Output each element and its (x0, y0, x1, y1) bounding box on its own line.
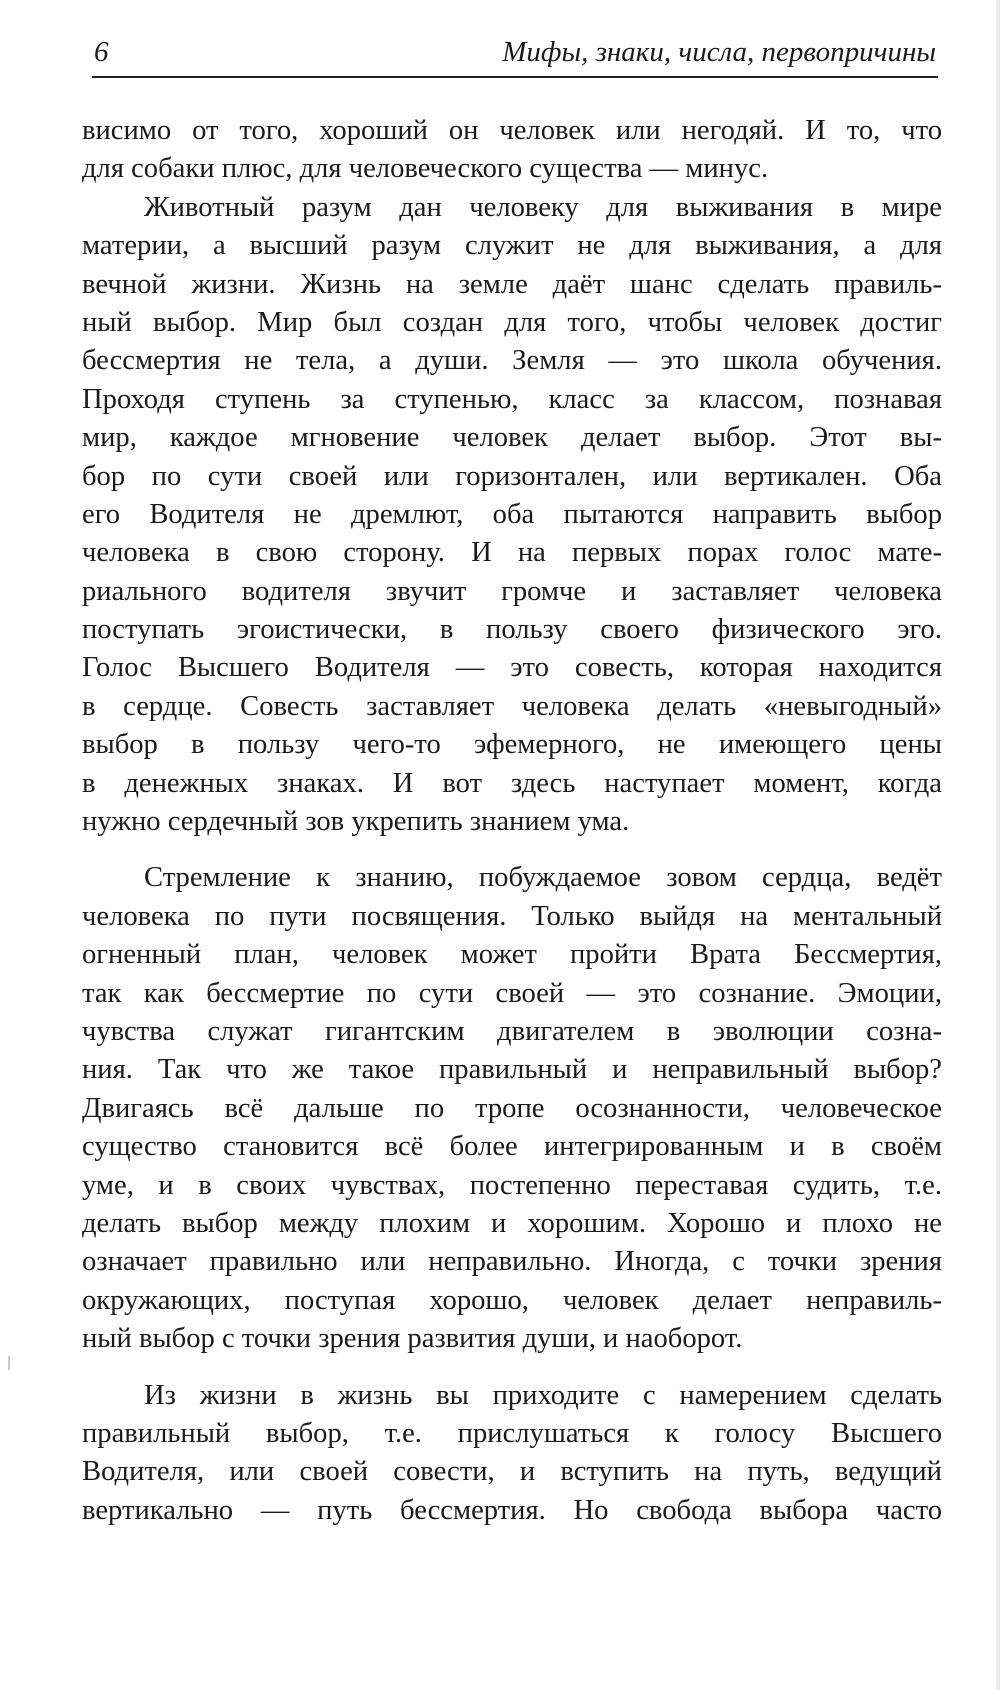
text-line: вертикально — путь бессмертия. Но свобода выбора часто (82, 1494, 942, 1526)
text-line: ный выбор с точки зрения развития души, и наоборот. (82, 1323, 743, 1355)
text-line: Животный разум дан человеку для выживания в мире (144, 191, 942, 223)
text-line: человека в свою сторону. И на первых порах голос мате- (82, 537, 942, 569)
text-line: уме, и в своих чувствах, постепенно переставая судить, т.е. (82, 1169, 942, 1201)
paragraph (82, 189, 942, 842)
text-line: ный выбор. Мир был создан для того, чтобы человек достиг (82, 306, 942, 338)
text-line: для собаки плюс, для человеческого существа — минус. (82, 153, 769, 185)
text-line: вечной жизни. Жизнь на земле даёт шанс сделать правиль- (82, 268, 942, 300)
text-line: его Водителя не дремлют, оба пытаются направить выбор (82, 498, 942, 530)
paragraph-gap (82, 841, 942, 859)
text-line: Из жизни в жизнь вы приходите с намерением сделать (144, 1379, 942, 1411)
text-line: висимо от того, хороший он человек или негодяй. И то, что (82, 115, 942, 146)
text-line: так как бессмертие по сути своей — это сознание. Эмоции, (82, 977, 942, 1009)
text-line: Водителя, или своей совести, и вступить на путь, ведущий (82, 1456, 942, 1488)
text-line: ния. Так что же такое правильный и неправильный выбор? (82, 1054, 942, 1086)
text-line: чувства служат гигантским двигателем в эволюции созна- (82, 1015, 942, 1047)
text-line: Проходя ступень за ступенью, класс за классом, познавая (82, 383, 942, 415)
text-line: риального водителя звучит громче и заставляет человека (82, 575, 942, 607)
text-line: означает правильно или неправильно. Иногда, с точки зрения (82, 1246, 942, 1278)
text-line: мир, каждое мгновение человек делает выбор. Этот вы- (82, 422, 942, 454)
text-line: человека по пути посвящения. Только выйдя на ментальный (82, 900, 942, 932)
text-line: Голос Высшего Водителя — это совесть, которая находится (82, 652, 942, 684)
paragraph (82, 1377, 942, 1531)
page-edge (996, 0, 1000, 1690)
paragraph (82, 859, 942, 1358)
text-line: бор по сути своей или горизонтален, или вертикален. Оба (82, 460, 942, 492)
margin-mark (8, 1356, 10, 1370)
text-line: выбор в пользу чего-то эфемерного, не имеющего цены (82, 729, 942, 761)
paragraph (82, 112, 942, 189)
text-line: Двигаясь всё дальше по тропе осознанности, человеческое (82, 1092, 942, 1124)
running-head (92, 36, 938, 78)
text-line: бессмертия не тела, а души. Земля — это школа обучения. (82, 345, 942, 377)
body-text (82, 112, 942, 1530)
text-line: существо становится всё более интегрированным и в своём (82, 1131, 942, 1163)
text-line: правильный выбор, т.е. прислушаться к голосу Высшего (82, 1417, 942, 1449)
text-line: делать выбор между плохим и хорошим. Хорошо и плохо не (82, 1207, 942, 1239)
text-line: огненный план, человек может пройти Врата Бессмертия, (82, 939, 942, 971)
text-line: окружающих, поступая хорошо, человек делает неправиль- (82, 1284, 942, 1316)
text-line: поступать эгоистически, в пользу своего физического эго. (82, 614, 942, 646)
paragraph-gap (82, 1359, 942, 1377)
page-number: 6 (94, 36, 109, 68)
text-line: в сердце. Совесть заставляет человека делать «невыгодный» (82, 690, 942, 722)
text-line: нужно сердечный зов укрепить знанием ума. (82, 806, 630, 838)
text-line: материи, а высший разум служит не для выживания, а для (82, 230, 942, 262)
text-line: Стремление к знанию, побуждаемое зовом сердца, ведёт (144, 862, 942, 894)
running-title: Мифы, знаки, числа, первопричины (502, 36, 936, 68)
text-line: в денежных знаках. И вот здесь наступает момент, когда (82, 767, 942, 799)
